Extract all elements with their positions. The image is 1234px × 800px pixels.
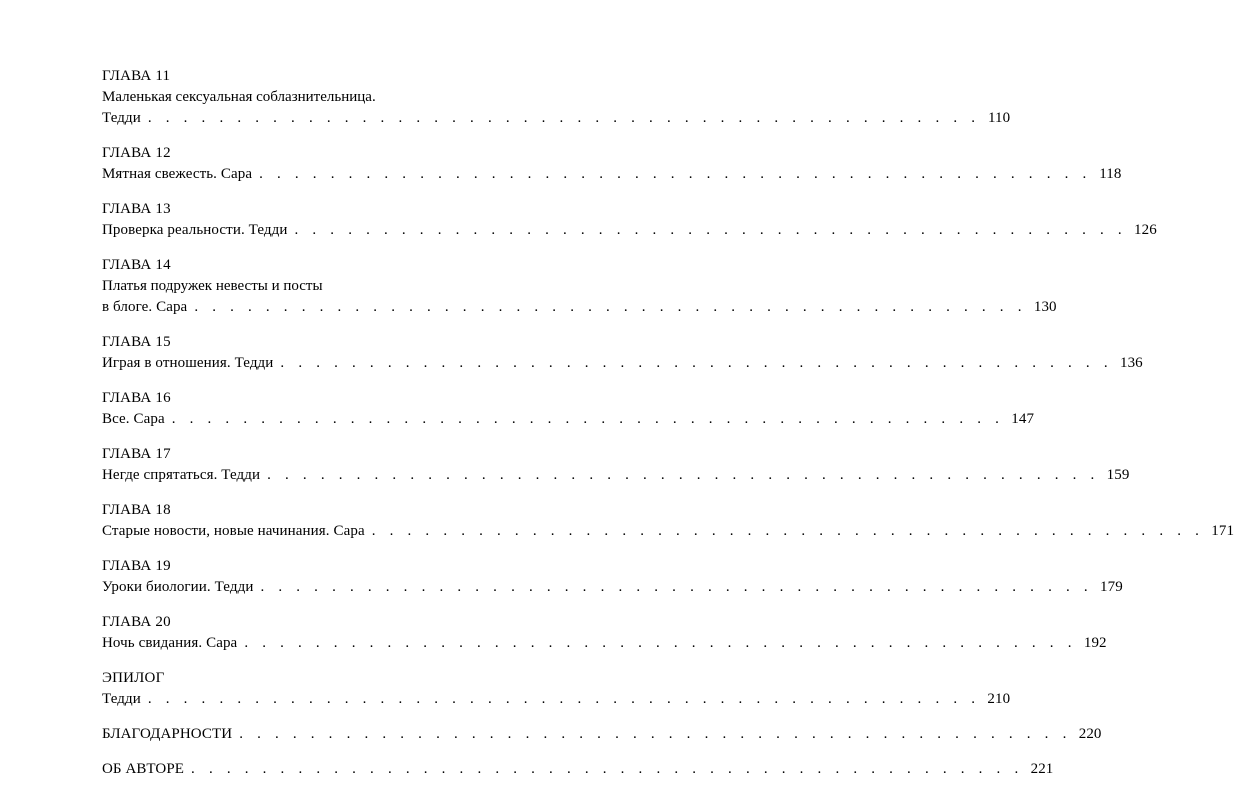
- chapter-title-text: Все. Сара: [102, 411, 165, 427]
- page-number: 210: [987, 691, 1011, 707]
- page-number: 118: [1099, 166, 1122, 182]
- dot-leader: . . . . . . . . . . . . . . . . . . . . . . . . . . . . . . . . . . . . . . . . . . . . . . .: [260, 579, 1093, 595]
- toc-entry-chapter-15: [102, 332, 1143, 374]
- chapter-title-line: [102, 577, 1123, 598]
- page-number: 130: [1033, 299, 1057, 315]
- chapter-heading: ГЛАВА 12: [102, 145, 171, 161]
- toc-entry-epilogue: [102, 668, 1011, 710]
- chapter-title-line: [102, 465, 1130, 486]
- chapter-title-text: Уроки биологии. Тедди: [102, 579, 254, 595]
- dot-leader: . . . . . . . . . . . . . . . . . . . . . . . . . . . . . . . . . . . . . . . . . . . . . . .: [194, 299, 1027, 315]
- toc-entry-chapter-16: [102, 388, 1035, 430]
- chapter-title-text: Ночь свидания. Сара: [102, 635, 238, 651]
- toc-entry-chapter-17: [102, 444, 1130, 486]
- toc-entry-chapter-19: [102, 556, 1123, 598]
- chapter-title-line: Маленькая сексуальная соблазнительница.: [102, 89, 376, 105]
- chapter-title-text: Играя в отношения. Тедди: [102, 355, 274, 371]
- chapter-title-line: [102, 689, 1011, 710]
- chapter-heading: ГЛАВА 18: [102, 502, 171, 518]
- chapter-title-line: [102, 353, 1143, 374]
- page-number: 147: [1011, 411, 1035, 427]
- toc-entry-chapter-18: [102, 500, 1234, 542]
- chapter-title-line: [102, 521, 1234, 542]
- page-number: 136: [1119, 355, 1143, 371]
- chapter-heading: ГЛАВА 17: [102, 446, 171, 462]
- chapter-title-line: [102, 724, 1102, 745]
- chapter-heading: ГЛАВА 13: [102, 201, 171, 217]
- dot-leader: . . . . . . . . . . . . . . . . . . . . . . . . . . . . . . . . . . . . . . . . . . . . . . .: [244, 635, 1077, 651]
- page-number: 110: [987, 110, 1011, 126]
- dot-leader: . . . . . . . . . . . . . . . . . . . . . . . . . . . . . . . . . . . . . . . . . . . . . . .: [280, 355, 1113, 371]
- chapter-title-line: [102, 164, 1122, 185]
- page-number: 220: [1078, 726, 1102, 742]
- dot-leader: . . . . . . . . . . . . . . . . . . . . . . . . . . . . . . . . . . . . . . . . . . . . . . .: [147, 110, 981, 126]
- toc-entry-acknowledgements: [102, 724, 1102, 745]
- dot-leader: . . . . . . . . . . . . . . . . . . . . . . . . . . . . . . . . . . . . . . . . . . . . . . .: [294, 222, 1127, 238]
- page-number: 126: [1134, 222, 1157, 238]
- chapter-heading: ГЛАВА 19: [102, 558, 171, 574]
- toc-entry-chapter-11: [102, 66, 1011, 129]
- chapter-title-text: Мятная свежесть. Сара: [102, 166, 253, 182]
- chapter-title-line: Платья подружек невесты и посты: [102, 278, 323, 294]
- chapter-heading: ГЛАВА 14: [102, 257, 171, 273]
- dot-leader: . . . . . . . . . . . . . . . . . . . . . . . . . . . . . . . . . . . . . . . . . . . . . . .: [371, 523, 1205, 539]
- chapter-heading: ГЛАВА 11: [102, 68, 171, 84]
- page-number: 221: [1030, 761, 1054, 777]
- dot-leader: . . . . . . . . . . . . . . . . . . . . . . . . . . . . . . . . . . . . . . . . . . . . . . .: [239, 726, 1072, 742]
- toc-entry-chapter-12: [102, 143, 1122, 185]
- chapter-heading: ГЛАВА 15: [102, 334, 171, 350]
- chapter-title-text: Старые новости, новые начинания. Сара: [102, 523, 365, 539]
- chapter-title-line: [102, 633, 1107, 654]
- chapter-heading: ГЛАВА 16: [102, 390, 171, 406]
- toc-entry-about-author: [102, 759, 1054, 780]
- toc-entry-chapter-14: [102, 255, 1057, 318]
- dot-leader: . . . . . . . . . . . . . . . . . . . . . . . . . . . . . . . . . . . . . . . . . . . . . . .: [259, 166, 1092, 182]
- chapter-title-text: в блоге. Сара: [102, 299, 188, 315]
- chapter-title-text: Тедди: [102, 691, 141, 707]
- page-number: 179: [1100, 579, 1123, 595]
- table-of-contents: [102, 66, 1234, 794]
- dot-leader: . . . . . . . . . . . . . . . . . . . . . . . . . . . . . . . . . . . . . . . . . . . . . . .: [191, 761, 1024, 777]
- chapter-heading: ГЛАВА 20: [102, 614, 171, 630]
- toc-entry-chapter-20: [102, 612, 1107, 654]
- page-number: 159: [1106, 467, 1130, 483]
- chapter-title-text: БЛАГОДАРНОСТИ: [102, 726, 233, 742]
- dot-leader: . . . . . . . . . . . . . . . . . . . . . . . . . . . . . . . . . . . . . . . . . . . . . . .: [267, 467, 1100, 483]
- dot-leader: . . . . . . . . . . . . . . . . . . . . . . . . . . . . . . . . . . . . . . . . . . . . . . .: [147, 691, 981, 707]
- chapter-title-line: [102, 759, 1054, 780]
- chapter-title-line: [102, 297, 1057, 318]
- chapter-heading: ЭПИЛОГ: [102, 670, 165, 686]
- page-number: 171: [1211, 523, 1234, 539]
- chapter-title-text: Тедди: [102, 110, 141, 126]
- toc-entry-chapter-13: [102, 199, 1157, 241]
- chapter-title-line: [102, 409, 1035, 430]
- dot-leader: . . . . . . . . . . . . . . . . . . . . . . . . . . . . . . . . . . . . . . . . . . . . . . .: [171, 411, 1005, 427]
- chapter-title-line: [102, 108, 1011, 129]
- chapter-title-text: Негде спрятаться. Тедди: [102, 467, 261, 483]
- chapter-title-text: Проверка реальности. Тедди: [102, 222, 288, 238]
- chapter-title-line: [102, 220, 1157, 241]
- page-number: 192: [1083, 635, 1107, 651]
- chapter-title-text: ОБ АВТОРЕ: [102, 761, 185, 777]
